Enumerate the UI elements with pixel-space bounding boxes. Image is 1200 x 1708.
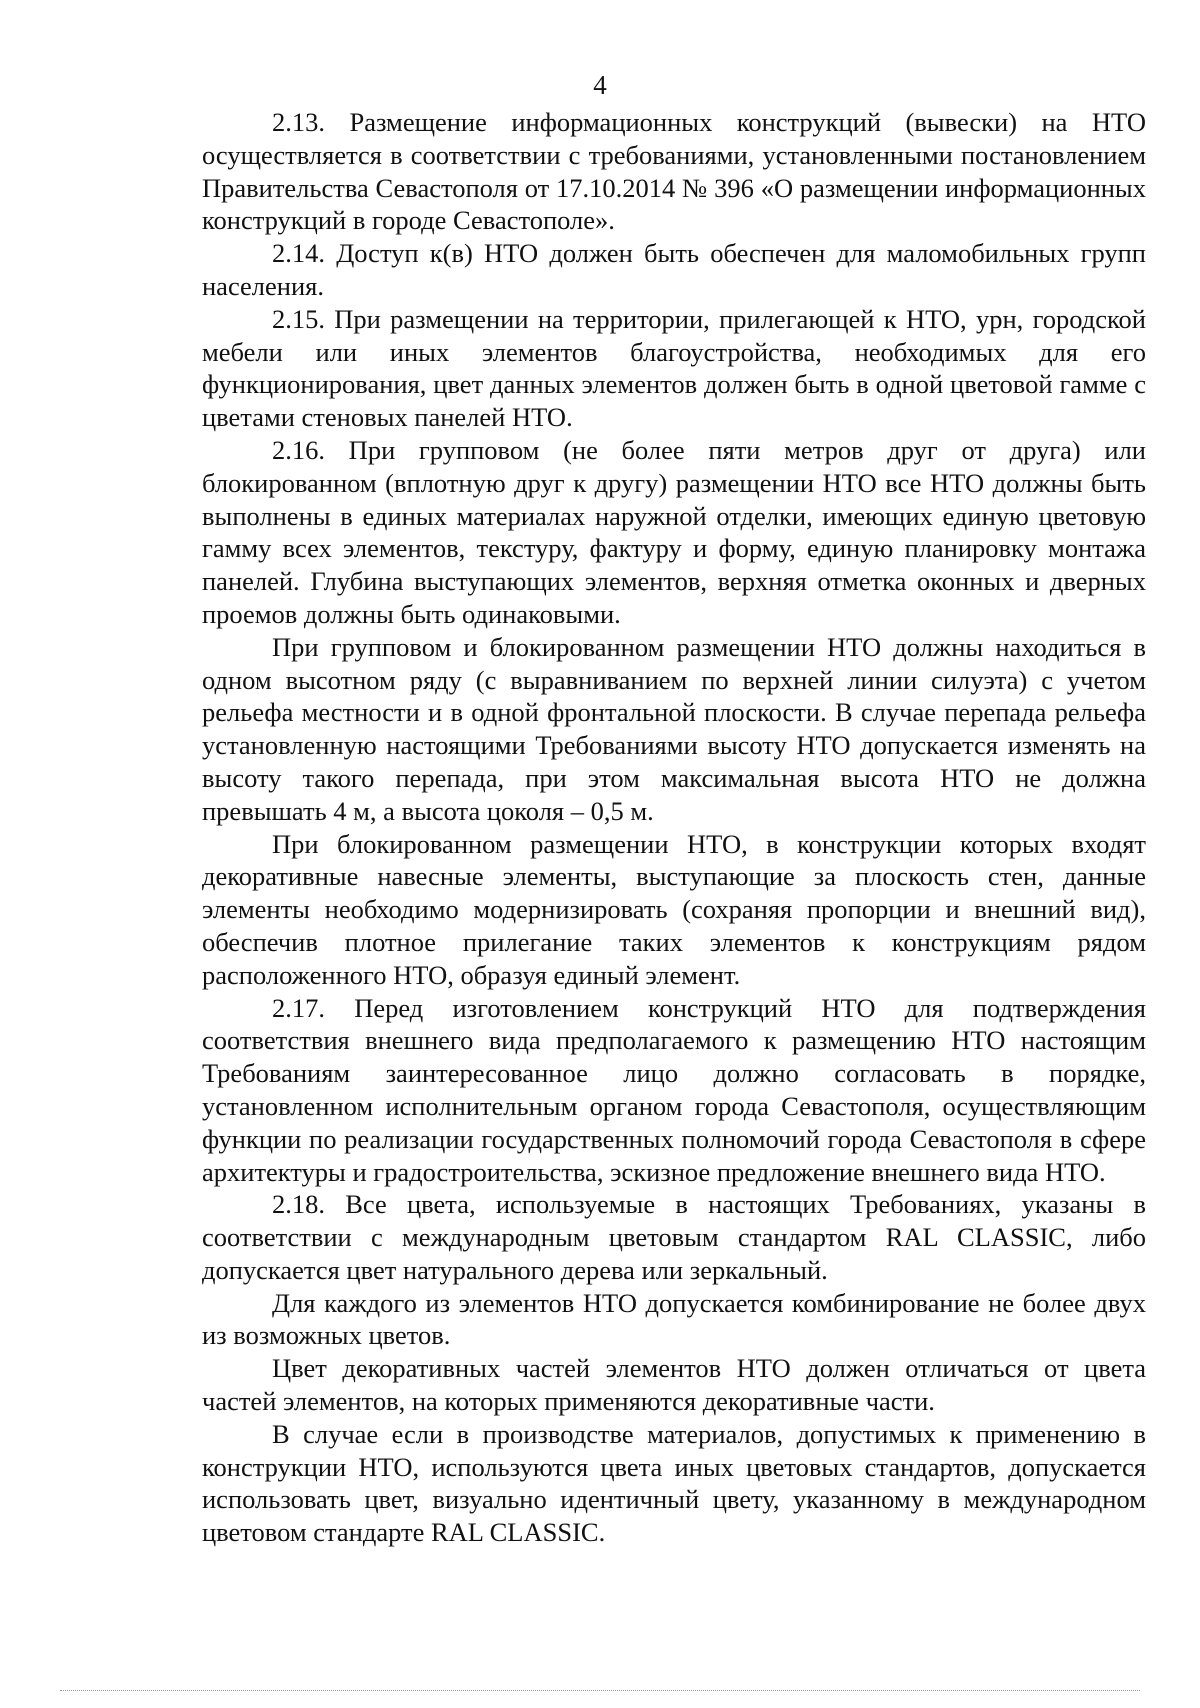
paragraph-2-13: 2.13. Размещение информационных конструкций (вывески) на НТО осуществляется в соответствии с требованиями, установленными постановлением Правительства Севастополя от 17.10.2014 № 396 «О размещении информационных конструкций в городе Севастополе». (202, 107, 1146, 236)
document-body (202, 106, 1146, 1549)
paragraph-other-standards: В случае если в производстве материалов, допустимых к применению в конструкции НТО, используются цвета иных цветовых стандартов, допускается использовать цвет, визуально идентичный цвету, указанному в международном цветовом стандарте RAL CLASSIC. (202, 1418, 1146, 1548)
paragraph-group-placement: При групповом и блокированном размещении НТО должны находиться в одном высотном ряду (с выравниванием по верхней линии силуэта) с учетом рельефа местности и в одной фронтальной плоскости. В случае перепада рельефа установленную настоящими Требованиями высоту НТО допускается изменять на высоту такого перепада, при этом максимальная высота НТО не должна превышать 4 м, а высота цоколя – 0,5 м. (202, 631, 1146, 826)
paragraph-color-combination: Для каждого из элементов НТО допускается комбинирование не более двух из возможных цветов. (202, 1287, 1146, 1351)
paragraph-2-15: 2.15. При размещении на территории, прилегающей к НТО, урн, городской мебели или иных элементов благоустройства, необходимых для его функционирования, цвет данных элементов должен быть в одной цветовой гамме с цветами стеновых панелей НТО. (202, 303, 1146, 433)
page-number: 4 (593, 70, 607, 100)
paragraph-blocked-placement: При блокированном размещении НТО, в конструкции которых входят декоративные навесные элементы, выступающие за плоскость стен, данные элементы необходимо модернизировать (сохраняя пропорции и внешний вид), обеспечив плотное прилегание таких элементов к конструкциям рядом расположенного НТО, образуя единый элемент. (202, 828, 1146, 990)
paragraph-2-17: 2.17. Перед изготовлением конструкций НТО для подтверждения соответствия внешнего вида предполагаемого к размещению НТО настоящим Требованиям заинтересованное лицо должно согласовать в порядке, установленном исполнительным органом города Севастополя, осуществляющим функции по реализации государственных полномочий города Севастополя в сфере архитектуры и градостроительства, эскизное предложение внешнего вида НТО. (202, 992, 1146, 1187)
scan-edge-line (60, 1690, 1140, 1691)
paragraph-2-18: 2.18. Все цвета, используемые в настоящих Требованиях, указаны в соответствии с международным цветовым стандартом RAL CLASSIC, либо допускается цвет натурального дерева или зеркальный. (202, 1189, 1146, 1285)
paragraph-decorative-color: Цвет декоративных частей элементов НТО должен отличаться от цвета частей элементов, на которых применяются декоративные части. (202, 1353, 1146, 1417)
paragraph-2-16: 2.16. При групповом (не более пяти метров друг от друга) или блокированном (вплотную друг к другу) размещении НТО все НТО должны быть выполнены в единых материалах наружной отделки, имеющих единую цветовую гамму всех элементов, текстуру, фактуру и форму, единую планировку монтажа панелей. Глубина выступающих элементов, верхняя отметка оконных и дверных проемов должны быть одинаковыми. (202, 434, 1146, 629)
paragraph-2-14: 2.14. Доступ к(в) НТО должен быть обеспечен для маломобильных групп населения. (202, 238, 1146, 301)
